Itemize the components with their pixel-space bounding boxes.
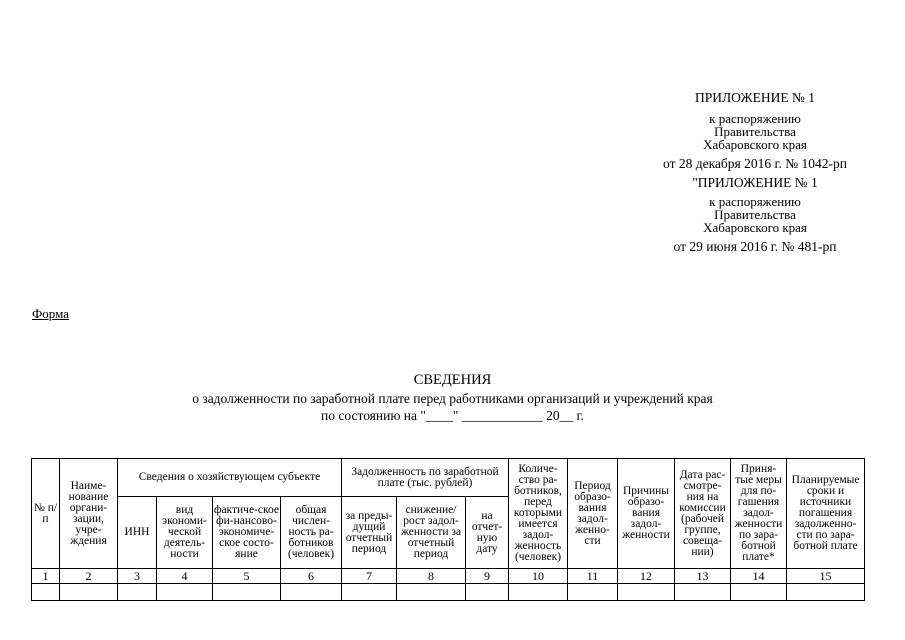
appendix-2-line-3: Хабаровского края (703, 220, 807, 235)
column-number: 6 (281, 569, 342, 584)
column-number: 12 (618, 569, 675, 584)
appendix-2-block (600, 175, 905, 254)
form-label: Форма (32, 306, 69, 321)
header-commission-date: Дата рас-смотре-ния на комиссии (рабочей группе, совеща-нии) (675, 459, 731, 569)
column-number: 8 (397, 569, 466, 584)
table-cell (213, 584, 281, 601)
table-cell (509, 584, 568, 601)
header-planned: Планируемые сроки и источники погашения задолженно-сти по зара-ботной плате (787, 459, 865, 569)
header-workers-count: Количе-ство ра-ботников, перед которыми имеется задол-женность (человек) (509, 459, 568, 569)
table-cell (675, 584, 731, 601)
header-debt-group: Задолженность по заработной плате (тыс. рублей) (342, 459, 509, 497)
appendix-1-line-1: к распоряжению (709, 111, 801, 126)
column-number: 11 (568, 569, 618, 584)
table-cell (618, 584, 675, 601)
header-reasons: Причины образо-вания задол-женности (618, 459, 675, 569)
column-number: 2 (60, 569, 118, 584)
header-fin-state: фактиче-ское фи-нансово-экономиче-ское состо-яние (213, 497, 281, 569)
header-org-name: Наиме-нование органи-зации, учре-ждения (60, 459, 118, 569)
appendix-1-line-3: Хабаровского края (703, 137, 807, 152)
header-num: № п/п (32, 459, 60, 569)
header-prev-period: за преды-дущий отчетный период (342, 497, 397, 569)
column-number-row (32, 569, 865, 584)
column-number: 13 (675, 569, 731, 584)
header-activity: вид экономи-ческой деятель-ности (157, 497, 213, 569)
column-number: 9 (466, 569, 509, 584)
document-subtitle: о задолженности по заработной плате перед работниками организаций и учреждений края (192, 391, 713, 406)
table-cell (118, 584, 157, 601)
header-headcount: общая числен-ность ра-ботников (человек) (281, 497, 342, 569)
table-cell (157, 584, 213, 601)
appendix-1-title: ПРИЛОЖЕНИЕ № 1 (694, 90, 816, 105)
debt-report-table (31, 458, 865, 601)
empty-data-row (32, 584, 865, 601)
column-number: 3 (118, 569, 157, 584)
appendix-2-date: от 29 июня 2016 г. № 481-рп (673, 239, 837, 254)
table-cell (281, 584, 342, 601)
table-cell (342, 584, 397, 601)
table-cell (787, 584, 865, 601)
table-cell (397, 584, 466, 601)
appendix-1-block (600, 90, 905, 171)
header-measures: Приня-тые меры для по-гашения задол-женности по зара-ботной плате* (731, 459, 787, 569)
header-current: на отчет-ную дату (466, 497, 509, 569)
column-number: 15 (787, 569, 865, 584)
column-number: 10 (509, 569, 568, 584)
column-number: 5 (213, 569, 281, 584)
document-title: СВЕДЕНИЯ (413, 372, 492, 388)
table-cell (32, 584, 60, 601)
header-debt-period: Период образо-вания задол-женно-сти (568, 459, 618, 569)
table-cell (466, 584, 509, 601)
table-cell (731, 584, 787, 601)
column-number: 1 (32, 569, 60, 584)
appendix-2-title: "ПРИЛОЖЕНИЕ № 1 (692, 175, 818, 190)
header-entity-group: Сведения о хозяйствующем субъекте (118, 459, 342, 497)
table-cell (568, 584, 618, 601)
document-as-of-date: по состоянию на "____" ____________ 20__ г. (321, 408, 584, 423)
appendix-2-line-1: к распоряжению (709, 194, 801, 209)
column-number: 7 (342, 569, 397, 584)
appendix-2-line-2: Правительства (714, 207, 796, 222)
appendix-1-line-2: Правительства (714, 124, 796, 139)
column-number: 14 (731, 569, 787, 584)
table-cell (60, 584, 118, 601)
header-change: снижение/ рост задол-женности за отчетный период (397, 497, 466, 569)
header-inn: ИНН (118, 497, 157, 569)
column-number: 4 (157, 569, 213, 584)
appendix-1-date: от 28 декабря 2016 г. № 1042-рп (663, 156, 847, 171)
